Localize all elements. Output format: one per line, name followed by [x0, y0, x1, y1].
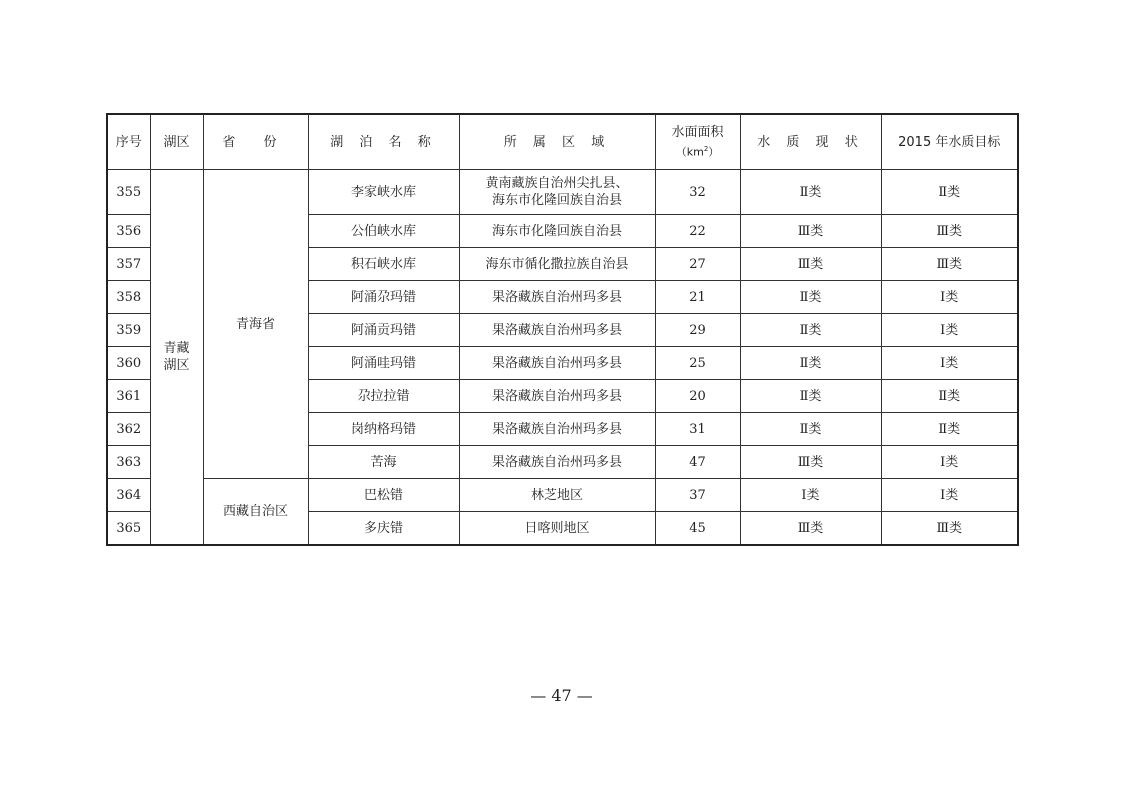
region-cell: 黄南藏族自治州尖扎县、 海东市化隆回族自治县 [459, 170, 655, 215]
region-cell: 果洛藏族自治州玛多县 [459, 380, 655, 413]
water-area: 32 [655, 170, 740, 215]
lake-name: 公伯峡水库 [308, 215, 459, 248]
quality-target: Ⅱ类 [881, 380, 1018, 413]
province-cell-tibet: 西藏自治区 [203, 479, 308, 546]
water-area: 25 [655, 347, 740, 380]
water-area: 37 [655, 479, 740, 512]
lake-name: 阿涌尕玛错 [308, 281, 459, 314]
region-cell: 海东市循化撒拉族自治县 [459, 248, 655, 281]
lake-name: 尕拉拉错 [308, 380, 459, 413]
lake-name: 阿涌哇玛错 [308, 347, 459, 380]
row-number: 361 [107, 380, 150, 413]
quality-status: Ⅲ类 [740, 215, 881, 248]
lake-name: 阿涌贡玛错 [308, 314, 459, 347]
water-area: 20 [655, 380, 740, 413]
row-number: 360 [107, 347, 150, 380]
lake-name: 巴松错 [308, 479, 459, 512]
quality-target: Ⅰ类 [881, 314, 1018, 347]
lake-name: 李家峡水库 [308, 170, 459, 215]
lake-name: 苦海 [308, 446, 459, 479]
quality-status: Ⅱ类 [740, 314, 881, 347]
water-area: 27 [655, 248, 740, 281]
header-lake-zone: 湖区 [150, 114, 203, 170]
table-header-row [107, 114, 1018, 170]
quality-target: Ⅰ类 [881, 446, 1018, 479]
row-number: 364 [107, 479, 150, 512]
quality-target: Ⅲ类 [881, 512, 1018, 546]
quality-status: Ⅱ类 [740, 170, 881, 215]
row-number: 362 [107, 413, 150, 446]
water-area: 21 [655, 281, 740, 314]
region-cell: 果洛藏族自治州玛多县 [459, 413, 655, 446]
province-cell-qinghai: 青海省 [203, 170, 308, 479]
quality-status: Ⅱ类 [740, 413, 881, 446]
header-quality-status: 水 质 现 状 [740, 114, 881, 170]
region-cell: 果洛藏族自治州玛多县 [459, 347, 655, 380]
water-area: 22 [655, 215, 740, 248]
quality-target: Ⅲ类 [881, 248, 1018, 281]
lake-zone-cell: 青藏 湖区 [150, 170, 203, 546]
water-area: 45 [655, 512, 740, 546]
quality-status: Ⅲ类 [740, 512, 881, 546]
quality-status: Ⅱ类 [740, 380, 881, 413]
header-lake-name: 湖 泊 名 称 [308, 114, 459, 170]
quality-status: Ⅲ类 [740, 446, 881, 479]
header-quality-target: 2015 年水质目标 [881, 114, 1018, 170]
quality-status: Ⅲ类 [740, 248, 881, 281]
lake-water-quality-table [106, 113, 1019, 546]
quality-status: Ⅱ类 [740, 281, 881, 314]
header-water-area-unit: $(km^2)$ [675, 144, 720, 159]
header-water-area [655, 114, 740, 170]
row-number: 363 [107, 446, 150, 479]
header-water-area-title: 水面面积 [671, 124, 724, 140]
row-number: 357 [107, 248, 150, 281]
header-index: 序号 [107, 114, 150, 170]
header-province: 省 份 [203, 114, 308, 170]
row-number: 359 [107, 314, 150, 347]
water-area: 29 [655, 314, 740, 347]
quality-target: Ⅲ类 [881, 215, 1018, 248]
region-cell: 果洛藏族自治州玛多县 [459, 281, 655, 314]
header-region: 所 属 区 域 [459, 114, 655, 170]
lake-name: 多庆错 [308, 512, 459, 546]
row-number: 355 [107, 170, 150, 215]
lake-name: 岗纳格玛错 [308, 413, 459, 446]
region-cell: 日喀则地区 [459, 512, 655, 546]
water-area: 31 [655, 413, 740, 446]
water-area: 47 [655, 446, 740, 479]
quality-target: Ⅱ类 [881, 413, 1018, 446]
row-number: 356 [107, 215, 150, 248]
quality-target: Ⅱ类 [881, 170, 1018, 215]
table-row [107, 170, 1018, 215]
region-cell: 果洛藏族自治州玛多县 [459, 314, 655, 347]
table-row [107, 479, 1018, 512]
row-number: 358 [107, 281, 150, 314]
quality-status: Ⅱ类 [740, 347, 881, 380]
page-number: — 47 — [530, 686, 593, 705]
region-cell: 果洛藏族自治州玛多县 [459, 446, 655, 479]
quality-target: Ⅰ类 [881, 281, 1018, 314]
region-cell: 海东市化隆回族自治县 [459, 215, 655, 248]
quality-status: Ⅰ类 [740, 479, 881, 512]
quality-target: Ⅰ类 [881, 347, 1018, 380]
row-number: 365 [107, 512, 150, 546]
lake-name: 积石峡水库 [308, 248, 459, 281]
region-cell: 林芝地区 [459, 479, 655, 512]
quality-target: Ⅰ类 [881, 479, 1018, 512]
